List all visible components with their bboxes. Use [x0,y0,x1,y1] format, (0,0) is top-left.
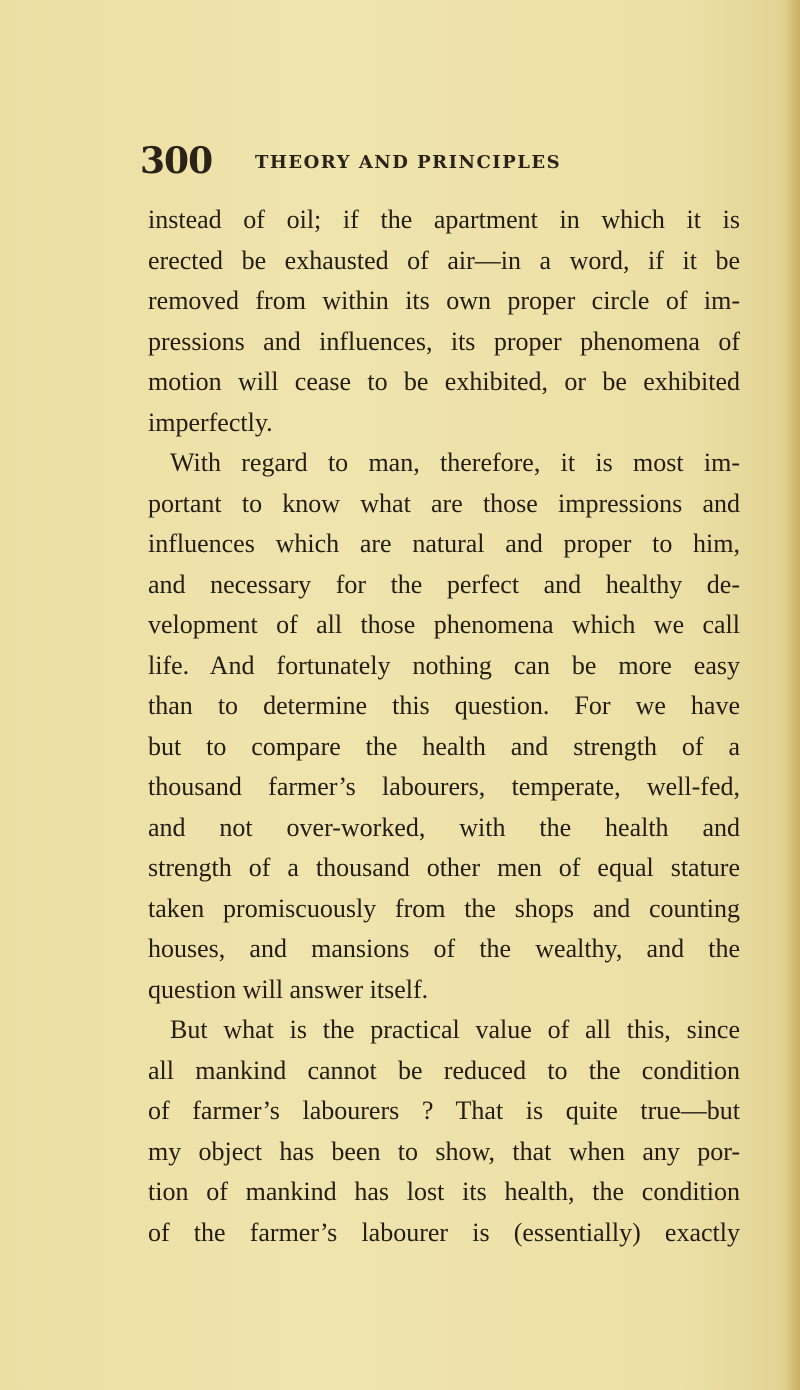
text-line: But what is the practical value of all this, since [170,1015,740,1044]
text-line: With regard to man, therefore, it is most im- [170,448,740,477]
text-line: removed from within its own proper circle of im- [148,286,740,315]
text-line: motion will cease to be exhibited, or be exhibited [148,367,740,396]
text-line: velopment of all those phenomena which we call [148,610,740,639]
text-line: influences which are natural and proper to him, [148,529,740,558]
text-line: pressions and influences, its proper phenomena of [148,326,740,356]
text-line: thousand farmer’s labourers, temperate, well-fed, [148,772,740,801]
page-number: 300 [140,140,213,182]
text-line: but to compare the health and strength of a [148,731,740,761]
text-line: imperfectly. [148,407,273,437]
text-line: question will answer itself. [148,974,429,1004]
text-line: instead of oil; if the apartment in which it is [148,205,740,234]
text-line: of the farmer’s labourer is (essentially) exactly [148,1217,740,1247]
text-line: taken promiscuously from the shops and counting [148,893,740,923]
text-line: and not over-worked, with the health and [148,812,740,842]
text-line: and necessary for the perfect and healthy de- [148,569,740,599]
text-line: than to determine this question. For we have [148,691,740,720]
page-header [140,140,700,185]
text-line: houses, and mansions of the wealthy, and the [148,934,740,963]
text-line: my object has been to show, that when any por- [148,1136,740,1166]
text-line: of farmer’s labourers ? That is quite true—but [148,1096,740,1125]
text-line: erected be exhausted of air—in a word, if it be [148,245,740,275]
text-line: portant to know what are those impressions and [148,488,740,518]
body-text [148,200,740,1253]
text-line: life. And fortunately nothing can be more easy [148,650,740,680]
text-line: strength of a thousand other men of equal stature [148,853,740,882]
text-line: all mankind cannot be reduced to the condition [148,1055,740,1085]
running-head: THEORY AND PRINCIPLES [255,152,562,173]
text-line: tion of mankind has lost its health, the condition [148,1177,740,1206]
page-edge-shadow [786,0,800,1390]
